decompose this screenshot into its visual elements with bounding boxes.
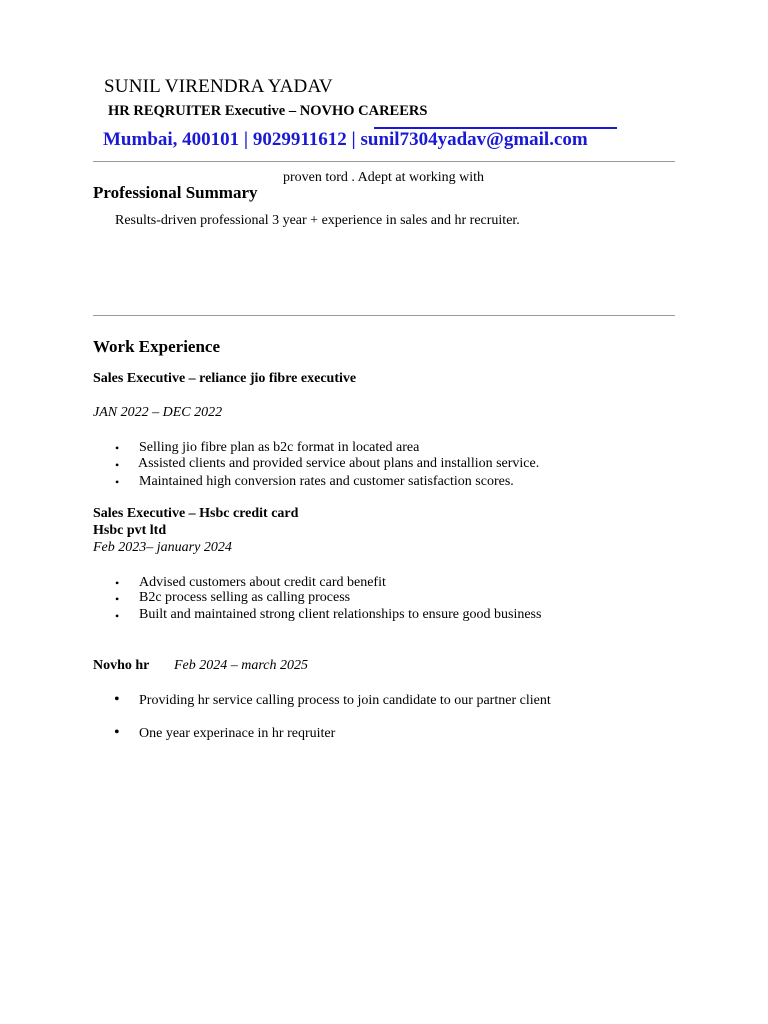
job-3-dates: Feb 2024 – march 2025 [174,658,309,673]
summary-heading: Professional Summary [93,183,258,202]
bullet-icon: • [115,609,120,623]
contact-line[interactable]: Mumbai, 400101 | 9029911612 | sunil7304yadav@gmail.com [103,129,588,150]
summary-overflow-text: proven tord . Adept at working with [283,170,485,185]
job-3-title: Novho hr [93,658,150,673]
candidate-role: HR REQRUITER Executive – NOVHO CAREERS [108,103,428,119]
job-1-dates: JAN 2022 – DEC 2022 [93,405,223,420]
job-3-bullet-2: One year experinace in hr reqruiter [139,726,336,741]
divider-middle [93,315,675,316]
candidate-name: SUNIL VIRENDRA YADAV [104,76,333,97]
bullet-icon: • [115,458,120,472]
job-2-bullet-1: Advised customers about credit card benefit [139,575,386,590]
bullet-icon: • [114,724,120,741]
bullet-icon: • [115,576,120,590]
job-2-bullet-3: Built and maintained strong client relationships to ensure good business [139,607,542,622]
job-2-dates: Feb 2023– january 2024 [93,540,232,555]
job-3-bullet-1: Providing hr service calling process to join candidate to our partner client [139,693,551,708]
job-2-title: Sales Executive – Hsbc credit card [93,506,299,521]
bullet-icon: • [115,592,120,606]
bullet-icon: • [115,441,120,455]
job-1-bullet-1: Selling jio fibre plan as b2c format in located area [139,440,420,455]
job-1-bullet-2: Assisted clients and provided service about plans and installion service. [138,456,540,471]
job-1-bullet-3: Maintained high conversion rates and customer satisfaction scores. [139,474,514,489]
job-1-title: Sales Executive – reliance jio fibre executive [93,371,357,386]
divider-top [93,161,675,162]
job-2-company: Hsbc pvt ltd [93,523,167,538]
summary-text: Results-driven professional 3 year + experience in sales and hr recruiter. [115,213,520,228]
job-2-bullet-2: B2c process selling as calling process [139,590,351,605]
bullet-icon: • [115,475,120,489]
bullet-icon: • [114,691,120,708]
experience-heading: Work Experience [93,337,221,356]
